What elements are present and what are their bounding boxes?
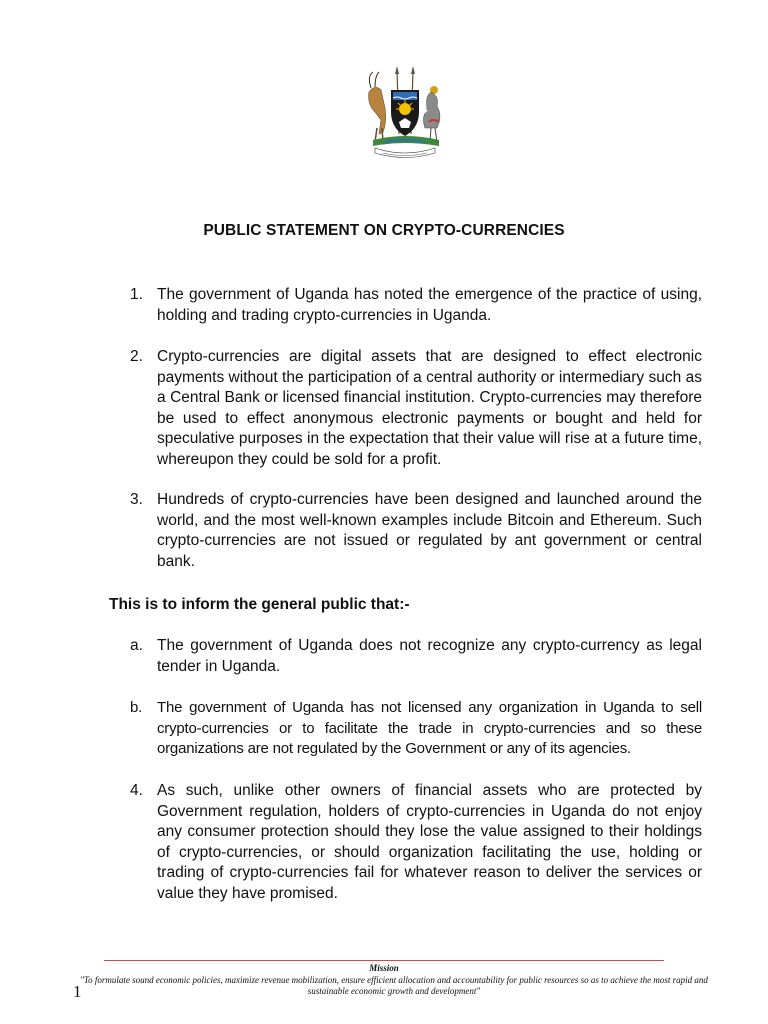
- list-marker: 2.: [130, 348, 143, 365]
- document-title: PUBLIC STATEMENT ON CRYPTO-CURRENCIES: [203, 222, 565, 239]
- list-marker: 3.: [130, 491, 143, 508]
- footer-divider: [104, 960, 664, 961]
- list-item: [130, 781, 702, 905]
- list-item-text: The government of Uganda has not licensed any organization in Uganda to sell crypto-currencies or to facilitate the trade in crypto-currencies and so these organizations are not regulated by the Government or any of its agencies.: [157, 699, 702, 758]
- list-item-text: As such, unlike other owners of financial assets who are protected by Government regulation, holders of crypto-currencies in Uganda do not enjoy any consumer protection should they lose the value assigned to their holdings of crypto-currencies, or should organization facilitating the use, holding or trading of crypto-currencies fail for whatever reason to deliver the services or value they have promised.: [157, 782, 702, 902]
- list-item: [130, 698, 702, 760]
- list-item-text: Crypto-currencies are digital assets that are designed to effect electronic payments without the participation of a central authority or intermediary such as a Central Bank or licensed financial institution. Crypto-currencies may therefore be used to effect anonymous electronic payments or bought and held for speculative purposes in the expectation that their value will rise at a future time, whereupon they could be sold for a profit.: [157, 348, 702, 468]
- list-marker: b.: [130, 699, 143, 716]
- list-item: [130, 490, 702, 572]
- footer-mission-label: Mission: [369, 963, 399, 973]
- list-marker: 1.: [130, 286, 143, 303]
- list-item: [130, 347, 702, 471]
- page-number: 1: [73, 982, 82, 1001]
- inform-heading: This is to inform the general public that:-: [109, 596, 410, 613]
- list-item-text: Hundreds of crypto-currencies have been designed and launched around the world, and the most well-known examples include Bitcoin and Ethereum. Such crypto-currencies are not issued or regulated by ant government or central bank.: [157, 491, 702, 570]
- list-item: [130, 636, 702, 677]
- list-item-text: The government of Uganda has noted the emergence of the practice of using, holding and trading crypto-currencies in Uganda.: [157, 286, 702, 324]
- list-marker: 4.: [130, 782, 143, 799]
- list-marker: a.: [130, 637, 143, 654]
- footer-mission-text: "To formulate sound economic policies, maximize revenue mobilization, ensure efficient allocation and accountability for public resources so as to achieve the most rapid and sustainable economic growth and development": [80, 975, 708, 996]
- list-item-text: The government of Uganda does not recognize any crypto-currency as legal tender in Uganda.: [157, 637, 702, 675]
- uganda-coat-of-arms-icon: [355, 62, 455, 162]
- list-item: [130, 285, 702, 326]
